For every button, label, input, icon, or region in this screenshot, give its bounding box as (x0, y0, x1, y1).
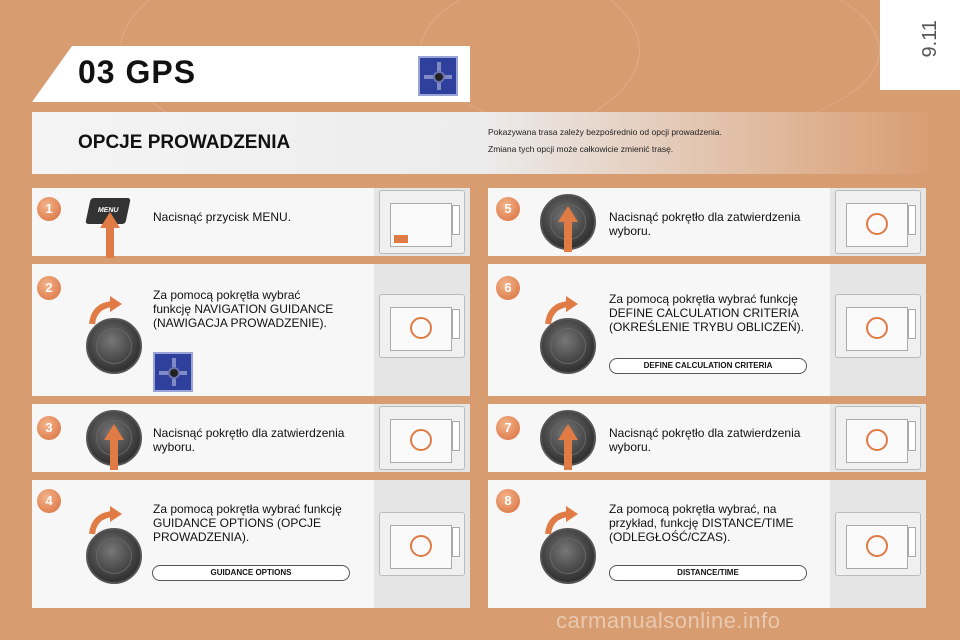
step-text: Nacisnąć pokrętło dla zatwierdzenia wyboru. (609, 426, 801, 454)
radio-panel-icon (379, 190, 465, 254)
chapter-number: 03 (78, 54, 116, 90)
page-title (78, 54, 196, 91)
radio-area (830, 404, 926, 472)
menu-option-pill: GUIDANCE OPTIONS (152, 565, 350, 581)
step-text: Za pomocą pokrętła wybrać funkcję DEFINE CALCULATION CRITERIA (OKREŚLENIE TRYBU OBLICZEŃ). (609, 292, 804, 334)
step-badge: 1 (37, 197, 61, 221)
step-badge: 5 (496, 197, 520, 221)
radio-area (374, 264, 470, 396)
radio-panel-icon (835, 294, 921, 358)
watermark: carmanualsonline.info (556, 608, 781, 633)
radio-area (830, 264, 926, 396)
rotary-knob-icon (86, 528, 142, 584)
step-text: Za pomocą pokrętła wybrać funkcję NAVIGATION GUIDANCE (NAWIGACJA PROWADZENIE). (153, 288, 334, 330)
intro-text: Zmiana tych opcji może całkowicie zmienić trasę. (488, 144, 674, 154)
step-text: Za pomocą pokrętła wybrać funkcję GUIDANCE OPTIONS (OPCJE PROWADZENIA). (153, 502, 342, 544)
step-text: Nacisnąć pokrętło dla zatwierdzenia wyboru. (609, 210, 801, 238)
radio-area (374, 188, 470, 256)
menu-option-pill: DEFINE CALCULATION CRITERIA (609, 358, 807, 374)
step-text: Za pomocą pokrętła wybrać, na przykład, funkcję DISTANCE/TIME (ODLEGŁOŚĆ/CZAS). (609, 502, 794, 544)
menu-button-icon: MENU (85, 198, 131, 224)
up-arrow-icon (558, 424, 578, 470)
up-arrow-icon (104, 424, 124, 470)
navigation-cross-icon (418, 56, 458, 96)
radio-area (830, 480, 926, 608)
chapter-title: GPS (125, 54, 197, 90)
radio-panel-icon (835, 512, 921, 576)
radio-area (830, 188, 926, 256)
step-badge: 7 (496, 416, 520, 440)
radio-panel-icon (835, 190, 921, 254)
radio-panel-icon (379, 294, 465, 358)
step-badge: 6 (496, 276, 520, 300)
navigation-cross-icon (153, 352, 193, 392)
radio-panel-icon (379, 512, 465, 576)
radio-panel-icon (835, 406, 921, 470)
step-badge: 2 (37, 276, 61, 300)
step-badge: 8 (496, 489, 520, 513)
step-text: Nacisnąć przycisk MENU. (153, 210, 292, 224)
menu-option-pill: DISTANCE/TIME (609, 565, 807, 581)
up-arrow-icon (558, 206, 578, 252)
radio-area (374, 480, 470, 608)
intro-text: Pokazywana trasa zależy bezpośrednio od opcji prowadzenia. (488, 127, 722, 137)
step-badge: 4 (37, 489, 61, 513)
rotary-knob-icon (540, 318, 596, 374)
rotary-knob-icon (86, 318, 142, 374)
radio-panel-icon (379, 406, 465, 470)
section-title: OPCJE PROWADZENIA (78, 132, 291, 153)
rotary-knob-icon (540, 528, 596, 584)
page-number: 9.11 (919, 20, 941, 58)
radio-area (374, 404, 470, 472)
step-badge: 3 (37, 416, 61, 440)
step-text: Nacisnąć pokrętło dla zatwierdzenia wyboru. (153, 426, 345, 454)
up-arrow-icon (100, 212, 120, 258)
